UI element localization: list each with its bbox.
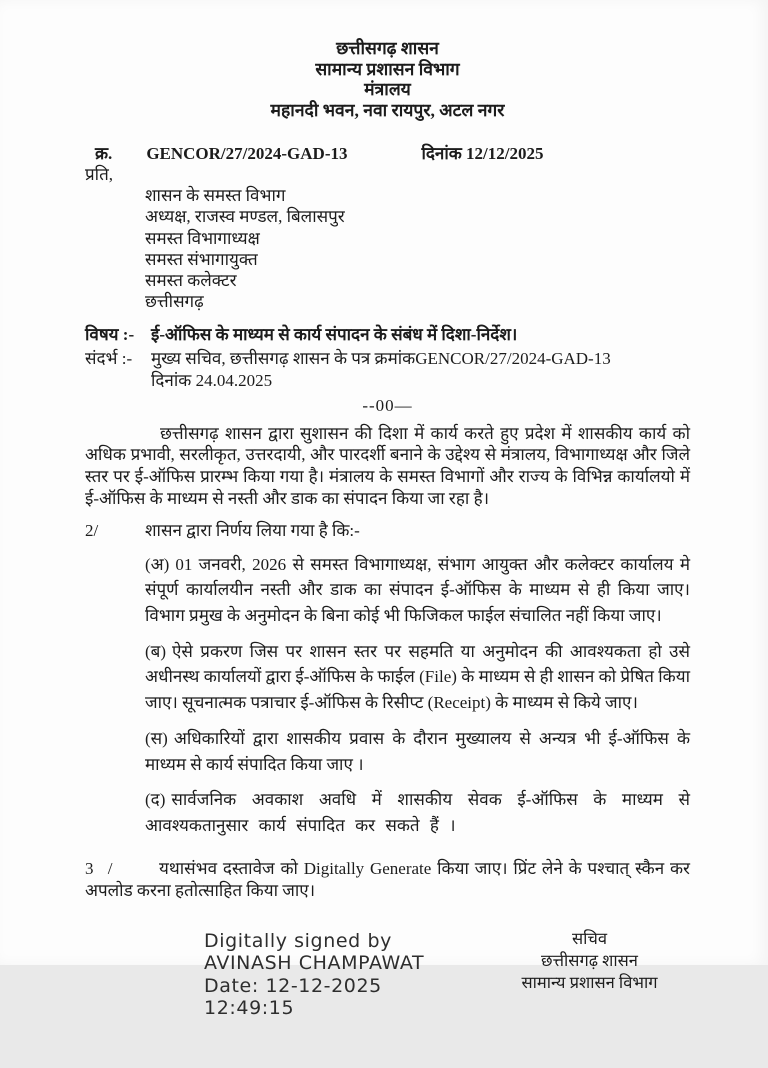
subject-label: विषय :- bbox=[85, 324, 135, 344]
reference-label: संदर्भ :- bbox=[85, 348, 133, 368]
subject-text: ई-ऑफिस के माध्यम से कार्य संपादन के संबंध में दिशा-निर्देश। bbox=[151, 324, 518, 344]
sub-item-d-text: सार्वजनिक अवकाश अवधि में शासकीय सेवक ई-ऑफिस के माध्यम से आवश्यकतानुसार कार्य संपादित कर सकते हैं । bbox=[145, 790, 690, 835]
signatory-department: सामान्य प्रशासन विभाग bbox=[521, 972, 658, 992]
paragraph-2-text: शासन द्वारा निर्णय लिया गया है कि:- bbox=[145, 520, 360, 540]
paragraph-2 bbox=[85, 520, 690, 542]
subject-row bbox=[85, 324, 690, 346]
reference-text-line2: दिनांक 24.04.2025 bbox=[151, 370, 273, 390]
digital-signature-time: 12:49:15 bbox=[204, 997, 295, 1020]
reference-number-label: क्र. bbox=[95, 144, 113, 163]
signatory-designation bbox=[497, 928, 682, 994]
digital-signature-date: Date: 12-12-2025 bbox=[204, 974, 382, 997]
recipient-item: शासन के समस्त विभाग bbox=[145, 186, 286, 205]
sub-item-b bbox=[145, 639, 690, 716]
sub-item-s-marker: (स) bbox=[145, 728, 168, 748]
signature-block bbox=[85, 928, 690, 1068]
signatory-title: सचिव bbox=[571, 928, 608, 948]
letterhead-office: मंत्रालय bbox=[364, 79, 411, 99]
letter-date: दिनांक 12/12/2025 bbox=[421, 144, 544, 163]
paragraph-3 bbox=[85, 858, 690, 902]
sub-item-a bbox=[145, 552, 690, 629]
reference-text-line1: मुख्य सचिव, छत्तीसगढ़ शासन के पत्र क्रमांकGENCOR/27/2024-GAD-13 bbox=[151, 348, 611, 368]
recipient-item: अध्यक्ष, राजस्व मण्डल, बिलासपुर bbox=[145, 207, 345, 227]
paragraph-3-text: यथासंभव दस्तावेज को Digitally Generate किया जाए। प्रिंट लेने के पश्चात् स्कैन कर अपलोड करना हतोत्साहित किया जाए। bbox=[85, 858, 690, 900]
sub-item-d-marker: (द) bbox=[145, 790, 166, 810]
letterhead-department: सामान्य प्रशासन विभाग bbox=[315, 58, 460, 79]
reference-text bbox=[151, 348, 611, 392]
reference-row bbox=[85, 348, 690, 392]
sub-item-a-marker: (अ) bbox=[145, 554, 170, 574]
sub-item-d bbox=[145, 787, 690, 838]
digital-signature-name: AVINASH CHAMPAWAT bbox=[204, 952, 425, 975]
letterhead-government: छत्तीसगढ़ शासन bbox=[336, 38, 439, 58]
sub-item-b-marker: (ब) bbox=[145, 641, 167, 661]
sub-item-a-text: 01 जनवरी, 2026 से समस्त विभागाध्यक्ष, संभाग आयुक्त और कलेक्टर कार्यालय मे संपूर्ण कार्यालयीन नस्ती और डाक का संपादन ई-ऑफिस के माध्यम से ही किया जाए। विभाग प्रमुख के अनुमोदन के बिना कोई भी फिजिकल फाईल संचालित नहीं किया जाए। bbox=[145, 554, 690, 625]
intro-paragraph: छत्तीसगढ़ शासन द्वारा सुशासन की दिशा में कार्य करते हुए प्रदेश में शासकीय कार्य को अधिक प्रभावी, सरलीकृत, उत्तरदायी, और पारदर्शी बनाने के उद्देश्य से मंत्रालय, विभागाध्यक्ष और जिले स्तर पर ई-ऑफिस प्रारम्भ किया गया है। मंत्रालय के समस्त विभागों और राज्य के विभिन्न कार्यालयो में ई-ऑफिस के माध्यम से नस्ती और डाक का संपादन किया जा रहा है। bbox=[85, 423, 690, 508]
section-divider: --00— bbox=[362, 395, 413, 415]
paragraph-2-number: 2/ bbox=[85, 520, 99, 540]
sub-item-b-text: ऐसे प्रकरण जिस पर शासन स्तर पर सहमति या अनुमोदन की आवश्यकता हो उसे अधीनस्थ कार्यालयों द्वारा ई-ऑफिस के फाईल (File) के माध्यम से ही शासन को प्रेषित किया जाए। सूचनात्मक पत्राचार ई-ऑफिस के रिसीप्ट (Receipt) के माध्यम से किये जाए। bbox=[145, 641, 690, 713]
recipient-item: समस्त कलेक्टर bbox=[145, 271, 237, 291]
recipient-item: समस्त संभागायुक्त bbox=[145, 249, 258, 269]
letterhead-address: महानदी भवन, नवा रायपुर, अटल नगर bbox=[270, 99, 505, 120]
sub-item-s-text: अधिकारियों द्वारा शासकीय प्रवास के दौरान मुख्यालय से अन्यत्र भी ई-ऑफिस के माध्यम से कार्य संपादित किया जाए । bbox=[145, 728, 690, 774]
recipient-item: समस्त विभागाध्यक्ष bbox=[145, 228, 260, 248]
signatory-government: छत्तीसगढ़ शासन bbox=[541, 950, 638, 970]
recipient-item: छत्तीसगढ़ bbox=[145, 292, 204, 312]
digital-signature-stamp bbox=[204, 930, 424, 1020]
digital-signature-line1: Digitally signed by bbox=[204, 929, 392, 952]
letterhead bbox=[85, 38, 690, 120]
recipients-list bbox=[85, 185, 690, 313]
reference-number: GENCOR/27/2024-GAD-13 bbox=[146, 144, 348, 163]
to-label: प्रति, bbox=[85, 165, 114, 184]
reference-number-row bbox=[85, 141, 690, 164]
paragraph-3-number: 3 / bbox=[85, 858, 113, 878]
sub-item-s bbox=[145, 726, 690, 777]
